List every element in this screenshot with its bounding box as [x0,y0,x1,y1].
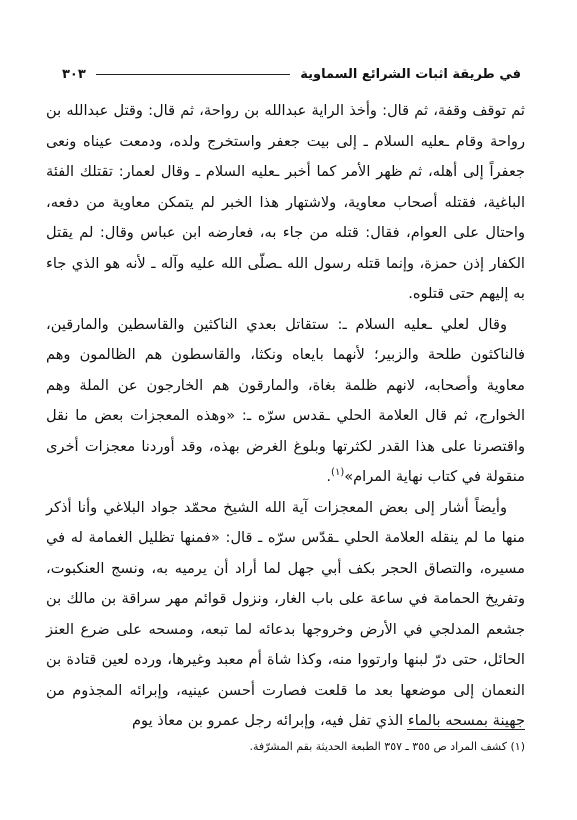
running-header [62,62,521,86]
footnote-reference[interactable]: (١) [331,467,345,479]
paragraph-1: ثم توقف وقفة، ثم قال: وأخذ الراية عبدالله بن رواحة، ثم قال: وقتل عبدالله بن رواحة وقام ـعليه السلام ـ إلى بيت جعفر واستخرج ولده، ودمعت عيناه ونعى جعفراً إلى أهله، ثم ظهر الأمر كما أخبر ـعليه السلام ـ وقال لعمار: تقتلك الفئة الباغية، فقتله أصحاب معاوية، ولاشتهار هذا الخبر لم يتمكن معاوية من دفعه، واحتال على العوام، فقال: قتله من جاء به، فعارضه ابن عباس وقال: لم يقتل الكفار إذن حمزة، وإنما قتله رسول الله ـصلّى الله عليه وآله ـ لأنه هو الذي جاء به إليهم حتى قتلوه. [46,102,525,302]
header-title: في طريقة اثبات الشرائع السماوية [300,66,521,82]
paragraph-2-end: . [326,468,332,485]
paragraph-2 [46,310,525,493]
header-rule [96,74,290,75]
body-text [46,96,525,737]
paragraph-2-text: وقال لعلي ـعليه السلام ـ: ستقاتل بعدي الناكثين والقاسطين والمارقين، فالناكثون طلحة والزبير؛ لأنهما بايعاه ونكثا، والقاسطون هم الظالمون وهم معاوية وأصحابه، لانهم ظلمة بغاة، والمارقون هم الخارجون عن الملة وهم الخوارج، ثم قال العلامة الحلي ـقدس سرّه ـ: «وهذه المعجزات بعض ما نقل واقتصرنا على هذا القدر لكثرتها وبلوغ الغرض بهذه، وقد أوردنا معجزات أخرى منقولة في كتاب نهاية المرام» [46,315,525,485]
paragraph-3: وأيضاً أشار إلى بعض المعجزات آية الله الشيخ محمّد جواد البلاغي وأنا أذكر منها ما لم ينقله العلامة الحلي ـقدّس سرّه ـ قال: «فمنها تظليل الغمامة له في مسيره، والتصاق الحجر بكف أبي جهل لما أراد أن يرميه به، ونسج العنكبوت، وتفريخ الحمامة في ساعة على باب الغار، ونزول قوائم مهر سراقة بن مالك بن جشعم المدلجي في الأرض وخروجها بدعائه لما تبعه، ومسحه على ضرع العنز الحائل، حتى درّ لبنها وارتووا منه، وكذا شاة أم معبد وغيرها، ورده لعين قتادة بن النعمان إلى موضعها بعد ما قلعت فصارت أحسن عينيه، وإبرائه المجذوم من جهينة بمسحه بالماء الذي تفل فيه، وإبرائه رجل عمرو بن معاذ يوم [46,498,525,729]
footnote: (١) كشف المراد ص ٣٥٥ ـ ٣٥٧ الطبعة الحديثة بقم المشرّفة. [249,740,525,753]
page-number: ٣٠٣ [62,66,86,82]
footnote-divider [407,729,525,730]
